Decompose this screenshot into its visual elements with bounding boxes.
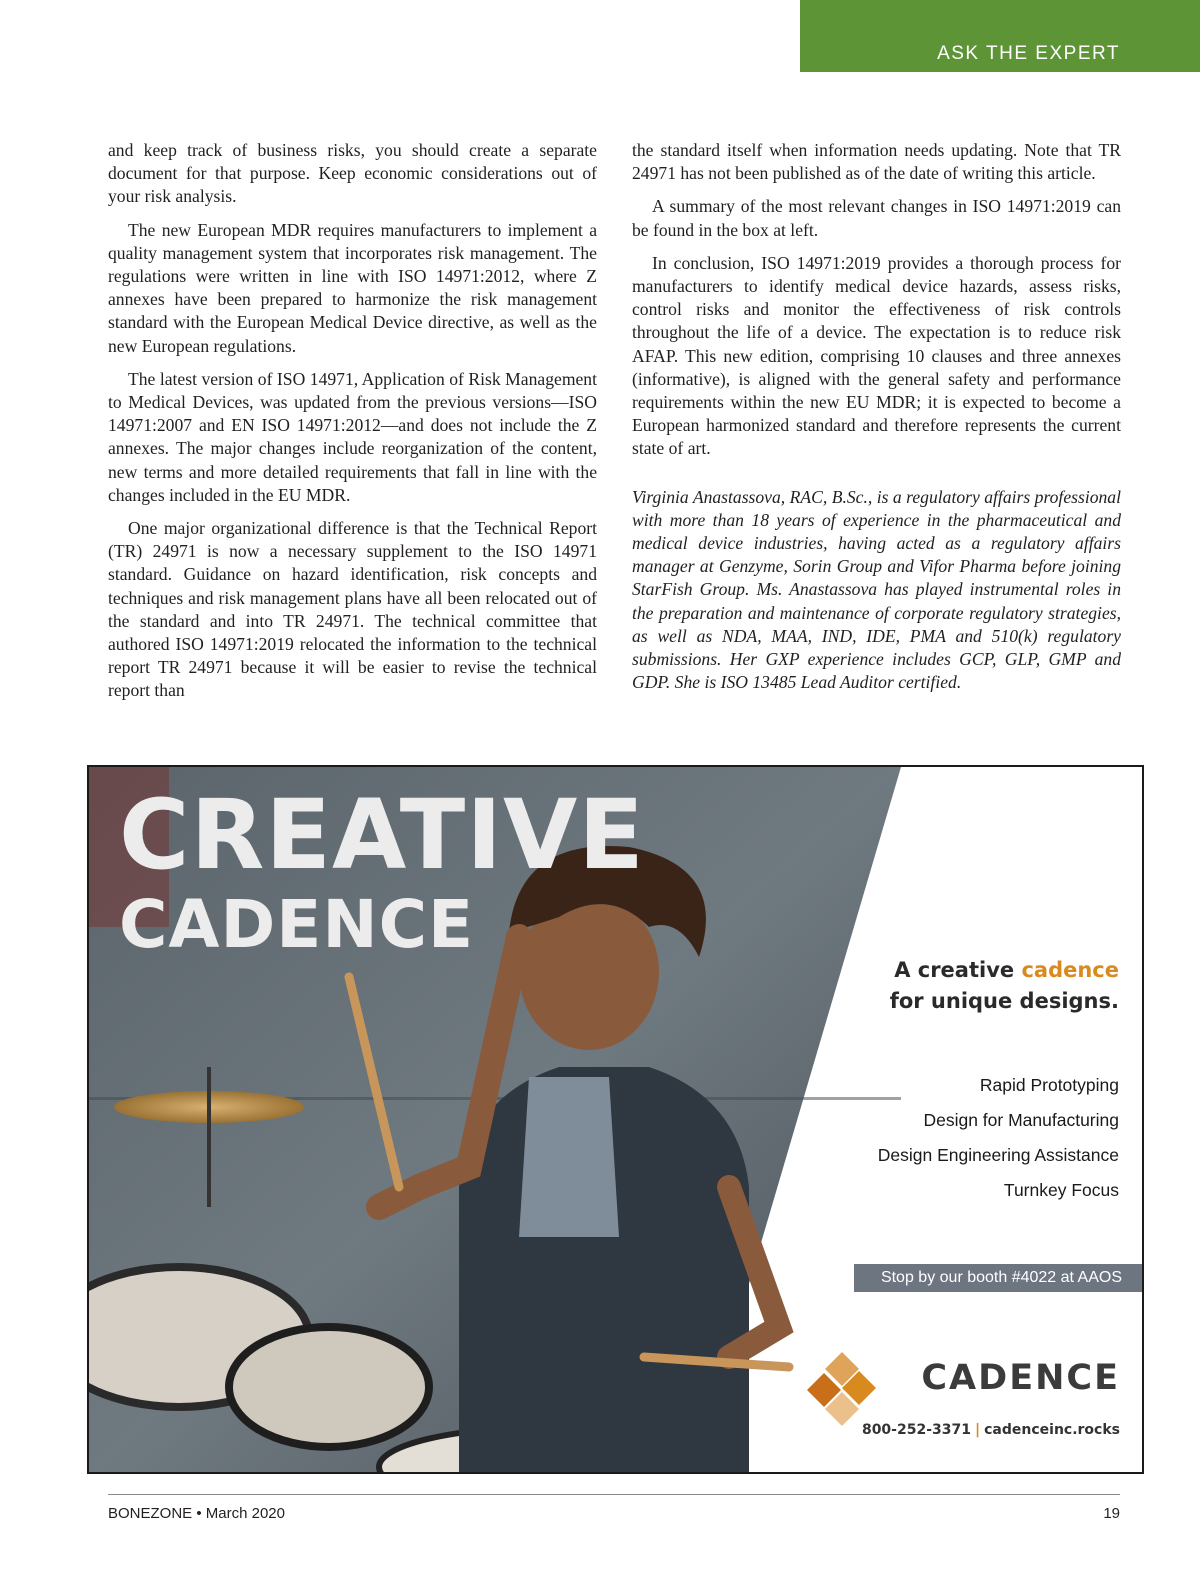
ad-headline-creative: CREATIVE (119, 779, 645, 891)
ad-services-list (878, 1073, 1119, 1213)
footer-publication: BONEZONE • March 2020 (108, 1505, 285, 1522)
article-column-right (632, 139, 1121, 704)
author-bio: Virginia Anastassova, RAC, B.Sc., is a regulatory affairs professional with more than 18 years of experience in the pharmaceutical and medical device industries, having acted as a regulatory affairs manager at Genzyme, Sorin Group and Vifor Pharma before joining StarFish Group. Ms. Anastassova has played instrumental roles in the preparation and maintenance of corporate regulatory strategies, as well as NDA, MAA, IND, IDE, PMA and 510(k) regulatory submissions. Her GXP experience includes GCP, GLP, GMP and GDP. She is ISO 13485 Lead Auditor certified. (632, 486, 1121, 693)
section-header-tab (800, 0, 1200, 72)
service-item: Rapid Prototyping (979, 1075, 1119, 1095)
cadence-logo-wordmark: CADENCE (921, 1358, 1120, 1398)
contact-separator: | (975, 1422, 981, 1438)
website-link[interactable]: cadenceinc.rocks (984, 1422, 1120, 1438)
ad-headline-cadence: CADENCE (119, 886, 475, 963)
tagline-line-2: for unique designs. (889, 989, 1119, 1013)
tagline-text: A creative (894, 958, 1022, 982)
footer-divider (108, 1494, 1120, 1495)
article-column-left (108, 139, 597, 713)
cadence-logo-icon (807, 1352, 877, 1428)
tagline-accent-word: cadence (1021, 958, 1119, 982)
article-paragraph: A summary of the most relevant changes in ISO 14971:2019 can be found in the box at left. (632, 196, 1121, 240)
page-number: 19 (1103, 1505, 1120, 1522)
article-paragraph: The latest version of ISO 14971, Application of Risk Management to Medical Devices, was updated from the previous versions—ISO 14971:2007 and EN ISO 14971:2012—and does not include the Z annexes. The major changes include reorganization of the content, new terms and more detailed requirements that fall in line with the changes included in the EU MDR. (108, 368, 597, 505)
drum (229, 1327, 429, 1447)
article-paragraph: In conclusion, ISO 14971:2019 provides a thorough process for manufacturers to identify medical device hazards, assess risks, control risks and monitor the effectiveness of risk controls throughout the life of a device. The expectation is to reduce risk AFAP. This new edition, comprising 10 clauses and three annexes (informative), is aligned with the general safety and performance requirements within the new EU MDR; it is expected to become a European harmonized standard and therefore represents the current state of art. (632, 252, 1121, 459)
phone-number: 800-252-3371 (861, 1422, 971, 1438)
service-item: Design for Manufacturing (923, 1110, 1119, 1130)
article-paragraph: and keep track of business risks, you should create a separate document for that purpose. Keep economic considerations out of your risk analysis. (108, 140, 597, 207)
article-paragraph: the standard itself when information needs updating. Note that TR 24971 has not been published as of the date of writing this article. (632, 140, 1121, 184)
section-title: ASK THE EXPERT (937, 43, 1120, 64)
booth-banner: Stop by our booth #4022 at AAOS (854, 1264, 1144, 1292)
service-item: Turnkey Focus (1003, 1180, 1119, 1200)
article-paragraph: The new European MDR requires manufacturers to implement a quality management system that incorporates risk management. The regulations were written in line with ISO 14971:2012, where Z annexes have been prepared to harmonize the risk management standard with the European Medical Device directive, as well as the new European regulations. (108, 219, 597, 356)
cadence-advertisement (87, 765, 1144, 1474)
ad-tagline (890, 955, 1119, 1017)
ad-contact-line (862, 1422, 1120, 1438)
service-item: Design Engineering Assistance (877, 1145, 1119, 1165)
article-paragraph: One major organizational difference is that the Technical Report (TR) 24971 is now a necessary supplement to the ISO 14971 standard. Guidance on hazard identification, risk concepts and techniques and risk management plans have all been relocated out of the standard and into TR 24971. The technical committee that authored ISO 14971:2019 relocated the information to the technical report TR 24971 because it will be easier to revise the technical report than (108, 518, 597, 701)
